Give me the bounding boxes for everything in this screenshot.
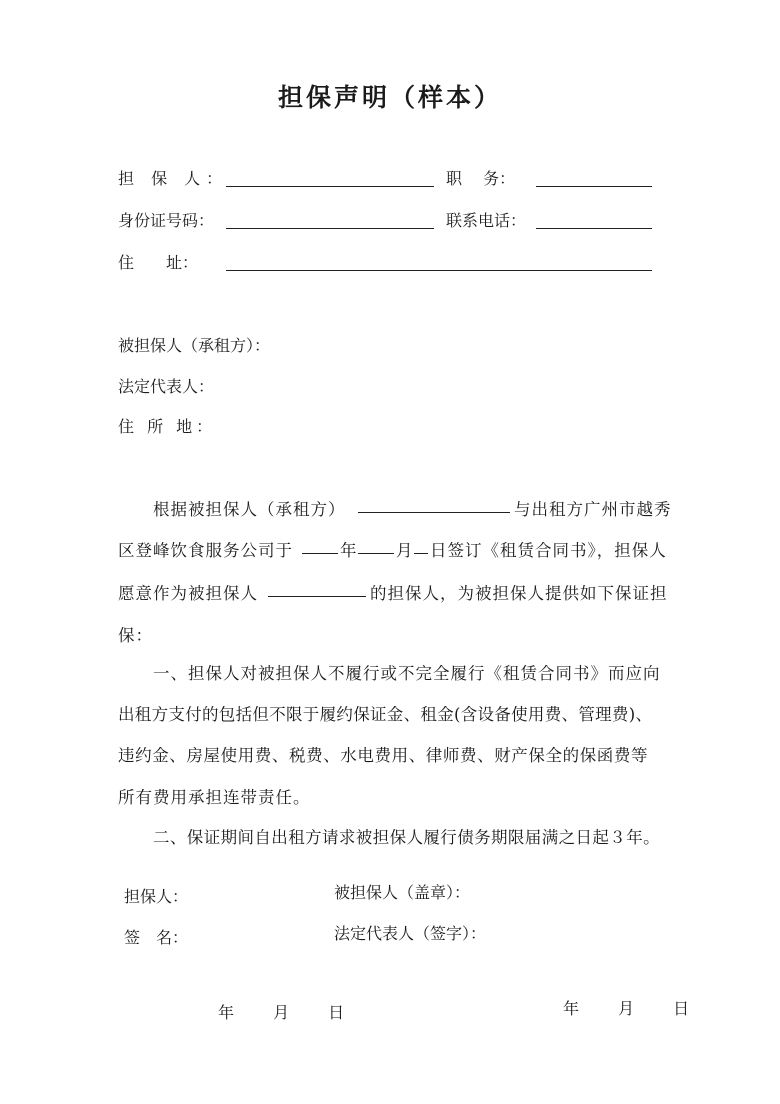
para1-line1-a: 根据被担保人（承租方）: [153, 500, 346, 519]
phone-blank[interactable]: [536, 228, 652, 229]
para1-line4: 保：: [118, 626, 153, 645]
guaranteed-name-blank[interactable]: [268, 596, 366, 597]
domicile-label: 住 所 地：: [118, 417, 217, 436]
id-number-blank[interactable]: [226, 228, 434, 229]
position-blank[interactable]: [536, 186, 652, 187]
para1-line3-b: 的担保人，为被担保人提供如下保证担: [370, 584, 668, 603]
para1-line2-a: 区登峰饮食服务公司于: [118, 541, 293, 560]
guarantor-blank[interactable]: [226, 186, 434, 187]
address-label: 住 址：: [118, 253, 199, 272]
para1-line3-a: 愿意作为被担保人: [118, 584, 258, 603]
address-blank[interactable]: [226, 270, 652, 271]
clause1-line1: 一、担保人对被担保人不履行或不完全履行《租赁合同书》而应向: [153, 664, 661, 683]
para1-year: 年: [340, 541, 358, 560]
day-blank[interactable]: [414, 553, 428, 554]
sign-legal-rep-label: 法定代表人（签字）：: [334, 924, 487, 943]
date-right: 年 月 日: [563, 999, 696, 1018]
month-blank[interactable]: [358, 553, 394, 554]
guaranteed-party-label: 被担保人（承租方）：: [118, 336, 271, 355]
date-left: 年 月 日: [218, 1003, 351, 1022]
legal-rep-label: 法定代表人：: [118, 377, 215, 396]
id-number-label: 身份证号码：: [118, 211, 215, 230]
phone-label: 联系电话：: [446, 211, 527, 230]
document-title: 担保声明（样本）: [277, 83, 502, 112]
clause2: 二、保证期间自出租方请求被担保人履行债务期限届满之日起３年。: [153, 828, 660, 847]
clause1-line4: 所有费用承担连带责任。: [118, 788, 311, 807]
para1-line1-b: 与出租方广州市越秀: [514, 500, 672, 519]
year-blank[interactable]: [302, 553, 338, 554]
clause1-line3: 违约金、房屋使用费、税费、水电费用、律师费、财产保全的保函费等: [118, 746, 649, 765]
sign-guarantor-label: 担保人：: [124, 887, 189, 906]
para1-month: 月: [396, 541, 414, 560]
position-label: 职 务：: [446, 169, 516, 188]
clause1-line2: 出租方支付的包括但不限于履约保证金、租金(含设备使用费、管理费)、: [118, 705, 653, 724]
para1-line2-b: 日签订《租赁合同书》，担保人: [430, 541, 667, 560]
sign-guaranteed-seal-label: 被担保人（盖章）：: [334, 883, 471, 902]
guarantor-label: 担 保 人：: [118, 169, 229, 188]
lessee-blank[interactable]: [358, 512, 510, 513]
sign-name-label: 签 名：: [124, 928, 189, 947]
